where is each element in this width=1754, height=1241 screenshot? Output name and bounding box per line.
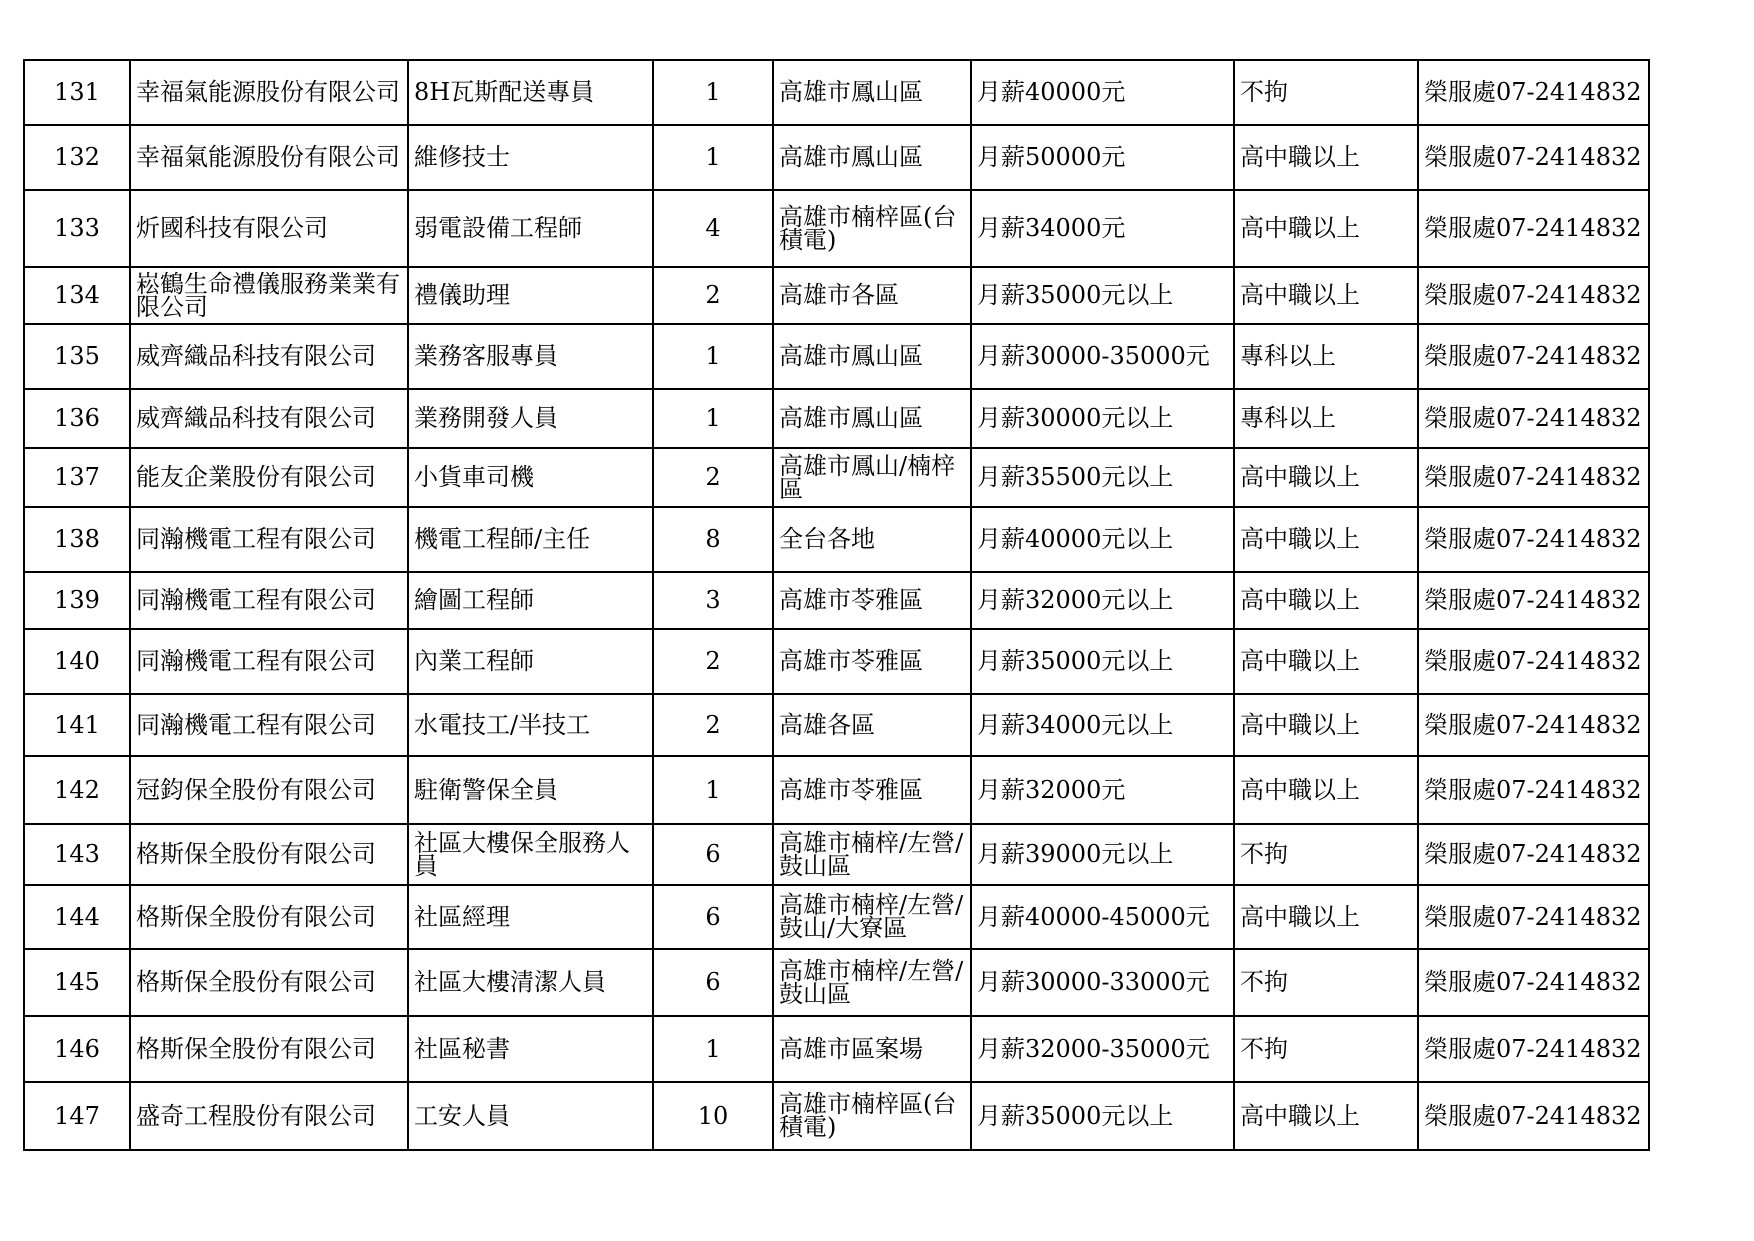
company-name-cell: 格斯保全股份有限公司 [130, 1016, 408, 1082]
education-requirement-cell: 高中職以上 [1234, 507, 1418, 572]
opening-count-cell: 8 [653, 507, 773, 572]
contact-cell: 榮服處07-2414832 [1418, 267, 1649, 324]
opening-count-cell: 2 [653, 629, 773, 694]
job-title-cell: 社區大樓清潔人員 [408, 949, 653, 1016]
salary-cell: 月薪32000-35000元 [971, 1016, 1234, 1082]
job-title-cell: 繪圖工程師 [408, 572, 653, 629]
opening-count-cell: 1 [653, 756, 773, 824]
salary-cell: 月薪30000元以上 [971, 389, 1234, 448]
contact-cell: 榮服處07-2414832 [1418, 629, 1649, 694]
work-location-cell: 高雄市楠梓/左營/鼓山/大寮區 [773, 885, 971, 949]
education-requirement-cell: 高中職以上 [1234, 1082, 1418, 1150]
row-number-cell: 134 [24, 267, 130, 324]
table-row [24, 1016, 1649, 1082]
table-row [24, 885, 1649, 949]
work-location-cell: 高雄市楠梓區(台積電) [773, 190, 971, 267]
opening-count-cell: 1 [653, 1016, 773, 1082]
company-name-cell: 炘國科技有限公司 [130, 190, 408, 267]
work-location-cell: 高雄市區案場 [773, 1016, 971, 1082]
education-requirement-cell: 高中職以上 [1234, 885, 1418, 949]
job-listing-sheet [23, 59, 1650, 1151]
company-name-cell: 威齊織品科技有限公司 [130, 389, 408, 448]
opening-count-cell: 2 [653, 267, 773, 324]
job-title-cell: 弱電設備工程師 [408, 190, 653, 267]
job-title-cell: 駐衛警保全員 [408, 756, 653, 824]
job-title-cell: 內業工程師 [408, 629, 653, 694]
salary-cell: 月薪35000元以上 [971, 629, 1234, 694]
education-requirement-cell: 不拘 [1234, 1016, 1418, 1082]
opening-count-cell: 4 [653, 190, 773, 267]
education-requirement-cell: 不拘 [1234, 60, 1418, 125]
table-row [24, 389, 1649, 448]
table-row [24, 629, 1649, 694]
table-row [24, 267, 1649, 324]
contact-cell: 榮服處07-2414832 [1418, 125, 1649, 190]
row-number-cell: 142 [24, 756, 130, 824]
opening-count-cell: 1 [653, 389, 773, 448]
salary-cell: 月薪39000元以上 [971, 824, 1234, 885]
work-location-cell: 高雄市鳳山區 [773, 125, 971, 190]
opening-count-cell: 1 [653, 125, 773, 190]
contact-cell: 榮服處07-2414832 [1418, 389, 1649, 448]
salary-cell: 月薪40000元 [971, 60, 1234, 125]
table-row [24, 448, 1649, 507]
salary-cell: 月薪35500元以上 [971, 448, 1234, 507]
job-title-cell: 禮儀助理 [408, 267, 653, 324]
education-requirement-cell: 高中職以上 [1234, 756, 1418, 824]
job-title-cell: 社區經理 [408, 885, 653, 949]
salary-cell: 月薪40000元以上 [971, 507, 1234, 572]
row-number-cell: 147 [24, 1082, 130, 1150]
row-number-cell: 145 [24, 949, 130, 1016]
table-row [24, 572, 1649, 629]
row-number-cell: 137 [24, 448, 130, 507]
job-title-cell: 工安人員 [408, 1082, 653, 1150]
education-requirement-cell: 高中職以上 [1234, 190, 1418, 267]
education-requirement-cell: 不拘 [1234, 949, 1418, 1016]
salary-cell: 月薪35000元以上 [971, 267, 1234, 324]
row-number-cell: 144 [24, 885, 130, 949]
work-location-cell: 高雄市苓雅區 [773, 629, 971, 694]
opening-count-cell: 1 [653, 60, 773, 125]
work-location-cell: 高雄各區 [773, 694, 971, 756]
row-number-cell: 135 [24, 324, 130, 389]
job-listing-table [23, 59, 1650, 1151]
salary-cell: 月薪30000-35000元 [971, 324, 1234, 389]
salary-cell: 月薪30000-33000元 [971, 949, 1234, 1016]
education-requirement-cell: 高中職以上 [1234, 694, 1418, 756]
education-requirement-cell: 高中職以上 [1234, 125, 1418, 190]
company-name-cell: 能友企業股份有限公司 [130, 448, 408, 507]
contact-cell: 榮服處07-2414832 [1418, 694, 1649, 756]
row-number-cell: 146 [24, 1016, 130, 1082]
row-number-cell: 133 [24, 190, 130, 267]
table-row [24, 694, 1649, 756]
company-name-cell: 幸福氣能源股份有限公司 [130, 125, 408, 190]
contact-cell: 榮服處07-2414832 [1418, 324, 1649, 389]
contact-cell: 榮服處07-2414832 [1418, 949, 1649, 1016]
opening-count-cell: 6 [653, 949, 773, 1016]
work-location-cell: 高雄市苓雅區 [773, 572, 971, 629]
education-requirement-cell: 高中職以上 [1234, 267, 1418, 324]
education-requirement-cell: 專科以上 [1234, 389, 1418, 448]
row-number-cell: 143 [24, 824, 130, 885]
row-number-cell: 138 [24, 507, 130, 572]
work-location-cell: 高雄市鳳山區 [773, 324, 971, 389]
salary-cell: 月薪32000元 [971, 756, 1234, 824]
salary-cell: 月薪34000元以上 [971, 694, 1234, 756]
opening-count-cell: 6 [653, 885, 773, 949]
job-title-cell: 業務開發人員 [408, 389, 653, 448]
work-location-cell: 高雄市鳳山區 [773, 60, 971, 125]
opening-count-cell: 2 [653, 448, 773, 507]
company-name-cell: 崧鶴生命禮儀服務業業有限公司 [130, 267, 408, 324]
contact-cell: 榮服處07-2414832 [1418, 885, 1649, 949]
table-row [24, 60, 1649, 125]
company-name-cell: 同瀚機電工程有限公司 [130, 629, 408, 694]
job-title-cell: 社區大樓保全服務人員 [408, 824, 653, 885]
contact-cell: 榮服處07-2414832 [1418, 824, 1649, 885]
work-location-cell: 高雄市各區 [773, 267, 971, 324]
opening-count-cell: 6 [653, 824, 773, 885]
contact-cell: 榮服處07-2414832 [1418, 190, 1649, 267]
company-name-cell: 冠鈞保全股份有限公司 [130, 756, 408, 824]
job-rows [24, 60, 1649, 1150]
job-title-cell: 小貨車司機 [408, 448, 653, 507]
job-title-cell: 8H瓦斯配送專員 [408, 60, 653, 125]
work-location-cell: 高雄市鳳山/楠梓區 [773, 448, 971, 507]
table-row [24, 324, 1649, 389]
company-name-cell: 威齊織品科技有限公司 [130, 324, 408, 389]
job-title-cell: 水電技工/半技工 [408, 694, 653, 756]
table-row [24, 824, 1649, 885]
work-location-cell: 高雄市楠梓/左營/鼓山區 [773, 824, 971, 885]
contact-cell: 榮服處07-2414832 [1418, 1082, 1649, 1150]
contact-cell: 榮服處07-2414832 [1418, 60, 1649, 125]
salary-cell: 月薪40000-45000元 [971, 885, 1234, 949]
education-requirement-cell: 高中職以上 [1234, 629, 1418, 694]
table-row [24, 756, 1649, 824]
company-name-cell: 幸福氣能源股份有限公司 [130, 60, 408, 125]
contact-cell: 榮服處07-2414832 [1418, 1016, 1649, 1082]
row-number-cell: 132 [24, 125, 130, 190]
opening-count-cell: 10 [653, 1082, 773, 1150]
company-name-cell: 同瀚機電工程有限公司 [130, 572, 408, 629]
salary-cell: 月薪32000元以上 [971, 572, 1234, 629]
company-name-cell: 同瀚機電工程有限公司 [130, 694, 408, 756]
job-title-cell: 維修技士 [408, 125, 653, 190]
opening-count-cell: 1 [653, 324, 773, 389]
salary-cell: 月薪35000元以上 [971, 1082, 1234, 1150]
work-location-cell: 全台各地 [773, 507, 971, 572]
education-requirement-cell: 不拘 [1234, 824, 1418, 885]
work-location-cell: 高雄市楠梓/左營/鼓山區 [773, 949, 971, 1016]
contact-cell: 榮服處07-2414832 [1418, 572, 1649, 629]
table-row [24, 507, 1649, 572]
work-location-cell: 高雄市楠梓區(台積電) [773, 1082, 971, 1150]
salary-cell: 月薪50000元 [971, 125, 1234, 190]
table-row [24, 949, 1649, 1016]
row-number-cell: 141 [24, 694, 130, 756]
work-location-cell: 高雄市苓雅區 [773, 756, 971, 824]
table-row [24, 1082, 1649, 1150]
education-requirement-cell: 專科以上 [1234, 324, 1418, 389]
contact-cell: 榮服處07-2414832 [1418, 756, 1649, 824]
row-number-cell: 139 [24, 572, 130, 629]
company-name-cell: 格斯保全股份有限公司 [130, 949, 408, 1016]
salary-cell: 月薪34000元 [971, 190, 1234, 267]
job-title-cell: 業務客服專員 [408, 324, 653, 389]
row-number-cell: 136 [24, 389, 130, 448]
job-title-cell: 社區秘書 [408, 1016, 653, 1082]
row-number-cell: 140 [24, 629, 130, 694]
education-requirement-cell: 高中職以上 [1234, 448, 1418, 507]
company-name-cell: 盛奇工程股份有限公司 [130, 1082, 408, 1150]
work-location-cell: 高雄市鳳山區 [773, 389, 971, 448]
company-name-cell: 格斯保全股份有限公司 [130, 824, 408, 885]
table-row [24, 125, 1649, 190]
opening-count-cell: 3 [653, 572, 773, 629]
contact-cell: 榮服處07-2414832 [1418, 507, 1649, 572]
education-requirement-cell: 高中職以上 [1234, 572, 1418, 629]
job-title-cell: 機電工程師/主任 [408, 507, 653, 572]
row-number-cell: 131 [24, 60, 130, 125]
company-name-cell: 格斯保全股份有限公司 [130, 885, 408, 949]
contact-cell: 榮服處07-2414832 [1418, 448, 1649, 507]
opening-count-cell: 2 [653, 694, 773, 756]
company-name-cell: 同瀚機電工程有限公司 [130, 507, 408, 572]
table-row [24, 190, 1649, 267]
